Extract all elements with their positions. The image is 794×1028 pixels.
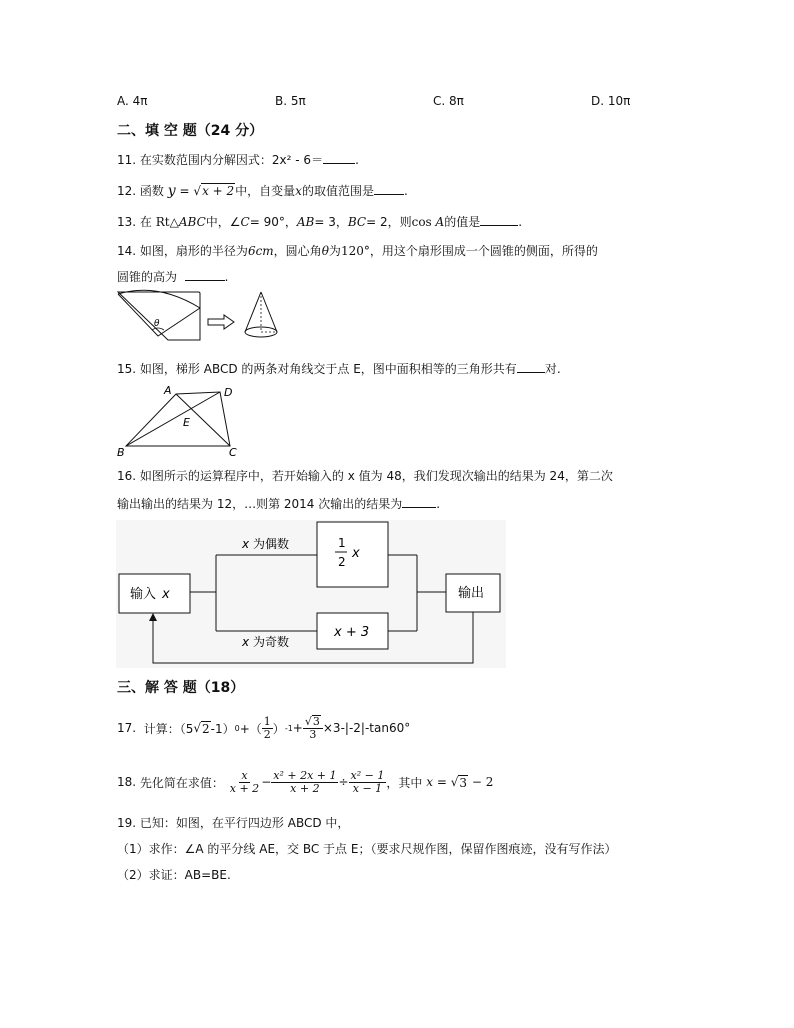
question-13: 13. 在 Rt△ABC中，∠C= 90°，AB= 3，BC= 2，则cos A的值是 . xyxy=(117,215,523,229)
half-denominator: 2 xyxy=(338,555,346,569)
half-numerator: 1 xyxy=(338,536,346,550)
sector-cone-figure xyxy=(114,288,284,344)
question-19-line0: 19. 已知：如图，在平行四边形 ABCD 中， xyxy=(117,816,350,830)
odd-label: 为奇数 xyxy=(253,635,290,649)
choice-b: B. 5π xyxy=(275,94,306,108)
label-d: D xyxy=(224,386,233,399)
label-c: C xyxy=(229,446,237,458)
section-title-fill-in: 二、填 空 题（24 分） xyxy=(117,123,264,139)
question-11: 11. 在实数范围内分解因式：2x² - 6＝ . xyxy=(117,153,359,167)
sector-radii xyxy=(118,294,200,336)
fraction-half: $\frac{1}{2}$ xyxy=(263,714,271,741)
choice-d: D. 10π xyxy=(591,94,631,108)
choice-a: A. 4π xyxy=(117,94,148,108)
question-16-line2: 输出输出的结果为 12，…则第 2014 次输出的结果为 . xyxy=(117,497,441,511)
answer-blank xyxy=(480,213,518,226)
even-x: x xyxy=(242,537,250,551)
even-label: 为偶数 xyxy=(253,537,290,551)
question-17: 17. 计算：（5 √ 2 -1） 0 +（ $\frac{1}{2}$ ） -1 + $\frac{√3}{3}$ ×3-|-2|-tan60° xyxy=(117,714,411,741)
trapezoid-figure xyxy=(114,382,244,458)
question-19-line1: （1）求作：∠A 的平分线 AE，交 BC 于点 E；（要求尺规作图，保留作图痕迹，没有写作法） xyxy=(117,842,617,856)
label-e: E xyxy=(183,416,190,429)
question-14-line2: 圆锥的高为 . xyxy=(117,270,229,284)
choice-c: C. 8π xyxy=(433,94,464,108)
arrow-icon xyxy=(208,315,234,329)
question-18: 18. 先化简在求值： $\frac{x}{x + 2}$ − $\frac{\text{x² + 2x + 1}}{x + 2}$ ÷ $\frac{\text{x² − 1}}{x - 1}$ ，其中 x = √ 3 − 2 xyxy=(117,768,494,795)
question-19-line2: （2）求证：AB=BE. xyxy=(117,868,231,882)
output-label: 输出 xyxy=(458,586,485,601)
question-14-line1: 14. 如图，扇形的半径为6cm，圆心角θ为120°，用这个扇形围成一个圆锥的侧面，所得的 xyxy=(117,244,598,258)
section-title-answer: 三、解 答 题（18） xyxy=(117,680,245,696)
answer-blank xyxy=(323,151,355,164)
input-x: x xyxy=(162,587,170,602)
answer-blank xyxy=(185,268,225,281)
half-x: x xyxy=(352,546,360,561)
question-16-line1: 16. 如图所示的运算程序中，若开始输入的 x 值为 48，我们发现次输出的结果为 24，第二次 xyxy=(117,469,613,483)
answer-blank xyxy=(374,182,404,195)
input-label: 输入 xyxy=(130,587,157,602)
label-b: B xyxy=(117,446,125,458)
diagonal-bd xyxy=(126,392,220,446)
fraction-1: $\frac{x}{x + 2}$ xyxy=(229,768,260,795)
fraction-2: $\frac{\text{x² + 2x + 1}}{x + 2}$ xyxy=(273,768,337,795)
flowchart xyxy=(116,520,506,668)
sqrt-symbol: √ xyxy=(193,184,202,198)
question-15: 15. 如图，梯形 ABCD 的两条对角线交于点 E，图中面积相等的三角形共有 对. xyxy=(117,362,561,376)
fraction-sqrt3-over-3: $\frac{√3}{3}$ xyxy=(303,715,323,741)
question-12: 12. 函数 y = √x + 2中，自变量x的取值范围是 . xyxy=(117,183,408,199)
odd-x: x xyxy=(242,635,250,649)
sector-arc xyxy=(118,290,200,308)
theta-label: θ xyxy=(154,319,160,329)
fraction-3: $\frac{\text{x² − 1}}{x - 1}$ xyxy=(350,768,385,795)
plus3-label: x + 3 xyxy=(334,625,370,640)
answer-blank xyxy=(517,360,545,373)
label-a: A xyxy=(164,384,172,397)
answer-blank xyxy=(402,495,436,508)
trapezoid-outline xyxy=(126,392,230,446)
